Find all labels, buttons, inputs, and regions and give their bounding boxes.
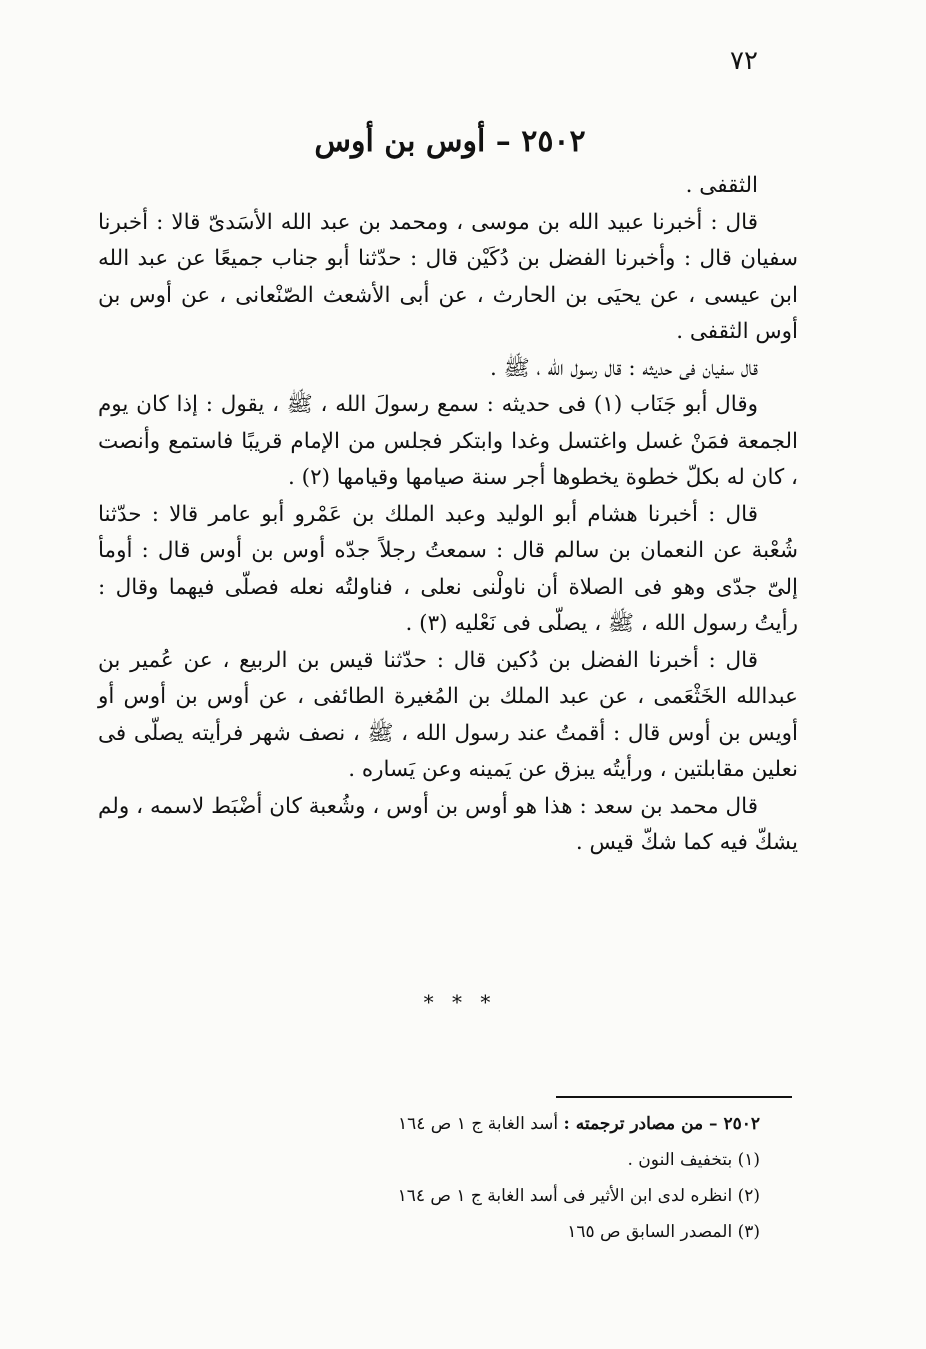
paragraph: قال سفيان فى حديثه : قال رسول الله ، ﷺ .	[490, 355, 758, 381]
paragraph: وقال أبو جَنَاب (١) فى حديثه : سمع رسولَ الله ، ﷺ ، يقول : إذا كان يوم الجمعة فمَنْ غسل واغتسل وغدا وابتكر فجلس من الإمام قريبًا فاستمع وأنصت ، كان له بكلّ خطوة يخطوها أجر سنة صيامها وقيامها (٢) .	[98, 392, 798, 490]
page-number: ٧٢	[730, 46, 758, 76]
sources-text: أسد الغابة ج ١ ص ١٦٤	[398, 1114, 559, 1134]
paragraph: قال : أخبرنا هشام أبو الوليد وعبد الملك بن عَمْرو أبو عامر قالا : حدّثنا شُعْبة عن النعمان بن سالم قال : سمعتُ رجلاً جدّه أوس بن أوس قال : أومأ إلىّ جدّى وهو فى الصلاة أن ناولْنى نعلى ، فناولتُه نعله فصلّى فيهما وقال : رأيتُ رسول الله ، ﷺ ، يصلّى فى نَعْليه (٣) .	[98, 501, 798, 636]
body-text	[98, 168, 798, 862]
footnote: (٣) المصدر السابق ص ١٦٥	[567, 1222, 760, 1242]
paragraph: الثقفى .	[685, 173, 758, 198]
entry-title: ٢٥٠٢ – أوس بن أوس	[314, 124, 586, 159]
paragraph: قال : أخبرنا عبيد الله بن موسى ، ومحمد بن عبد الله الأسَدىّ قالا : أخبرنا سفيان قال : وأخبرنا الفضل بن دُكَيْن قال : حدّثنا أبو جناب جميعًا عن عبد الله ابن عيسى ، عن يحيَى بن الحارث ، عن أبى الأشعث الصّنْعانى ، عن أوس بن أوس الثقفى .	[98, 209, 798, 344]
sources-label: ٢٥٠٢ – من مصادر ترجمته :	[563, 1114, 760, 1134]
paragraph: قال : أخبرنا الفضل بن دُكين قال : حدّثنا قيس بن الربيع ، عن عُمير بن عبدالله الخَثْعَمى ، عن عبد الملك بن المُغيرة الطائفى ، عن أوس بن أوس أو أويس بن أوس قال : أقمتُ عند رسول الله ، ﷺ ، نصف شهر فرأيته يصلّى فى نعلين مقابلتين ، ورأيتُه يبزق عن يَمينه وعن يَساره .	[98, 647, 798, 782]
footnote-sources	[300, 1106, 760, 1142]
section-separator: * * *	[423, 990, 497, 1014]
paragraph: قال محمد بن سعد : هذا هو أوس بن أوس ، وشُعبة كان أضْبَط لاسمه ، ولم يشكّ فيه كما شكّ قيس .	[98, 793, 798, 855]
footnote-divider	[556, 1096, 792, 1098]
footnote: (١) بتخفيف النون .	[627, 1150, 760, 1170]
footnote: (٢) انظره لدى ابن الأثير فى أسد الغابة ج ١ ص ١٦٤	[397, 1186, 760, 1206]
footnotes	[300, 1106, 760, 1250]
